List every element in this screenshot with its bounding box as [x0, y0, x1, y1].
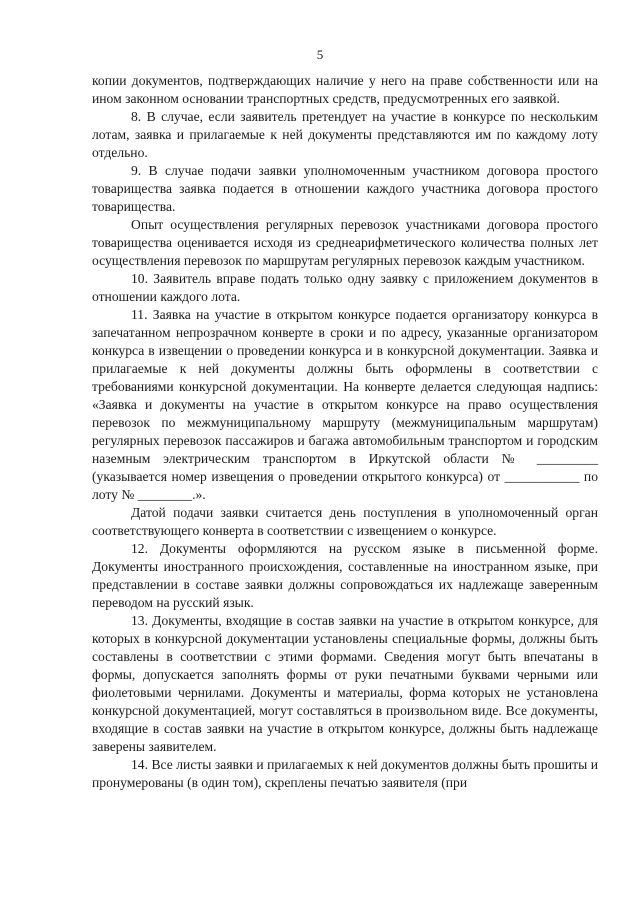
paragraph: Опыт осуществления регулярных перевозок участниками договора простого товарищества оценивается исходя из среднеарифметического количества полных лет осуществления перевозок по маршрутам регулярных перевозок каждым участником. — [92, 217, 598, 268]
paragraph: копии документов, подтверждающих наличие у него на праве собственности или на ином законном основании транспортных средств, предусмотренных его заявкой. — [92, 73, 598, 106]
paragraph: 13. Документы, входящие в состав заявки на участие в открытом конкурсе, для которых в конкурсной документации установлены специальные формы, должны быть составлены в соответствии с этими формами. Сведения могут быть впечатаны в формы, допускается заполнять формы от руки печатными буквами черными или фиолетовыми чернилами. Документы и материалы, форма которых не установлена конкурсной документацией, могут составляться в произвольном виде. Все документы, входящие в состав заявки на участие в открытом конкурсе, должны быть надлежаще заверены заявителем. — [92, 613, 598, 754]
paragraph: 8. В случае, если заявитель претендует на участие в конкурсе по нескольким лотам, заявка и прилагаемые к ней документы представляются им по каждому лоту отдельно. — [92, 109, 598, 160]
paragraph: Датой подачи заявки считается день поступления в уполномоченный орган соответствующего конверта в соответствии с извещением о конкурсе. — [92, 505, 598, 538]
page-number: 5 — [316, 47, 324, 62]
document-text — [92, 72, 598, 792]
paragraph: 9. В случае подачи заявки уполномоченным участником договора простого товарищества заявка подается в отношении каждого участника договора простого товарищества. — [92, 163, 598, 214]
paragraph: 10. Заявитель вправе подать только одну заявку с приложением документов в отношении каждого лота. — [92, 271, 598, 304]
paragraph: 14. Все листы заявки и прилагаемых к ней документов должны быть прошиты и пронумерованы (в один том), скреплены печатью заявителя (при — [92, 757, 598, 790]
paragraph: 12. Документы оформляются на русском языке в письменной форме. Документы иностранного происхождения, составленные на иностранном языке, при представлении в составе заявки должны сопровождаться их надлежаще заверенным переводом на русский язык. — [92, 541, 598, 610]
paragraph: 11. Заявка на участие в открытом конкурсе подается организатору конкурса в запечатанном непрозрачном конверте в сроки и по адресу, указанные организатором конкурса в извещении о проведении конкурса и в конкурсной документации. Заявка и прилагаемые к ней документы должны быть оформлены в соответствии с требованиями конкурсной документации. На конверте делается следующая надпись: «Заявка и документы на участие в открытом конкурсе на право осуществления перевозок по межмуниципальному маршруту (межмуниципальным маршрутам) регулярных перевозок пассажиров и багажа автомобильным транспортом и городским наземным электрическим транспортом в Иркутской области № _________ (указывается номер извещения о проведении открытого конкурса) от ___________ по лоту № ________.». — [92, 307, 598, 502]
